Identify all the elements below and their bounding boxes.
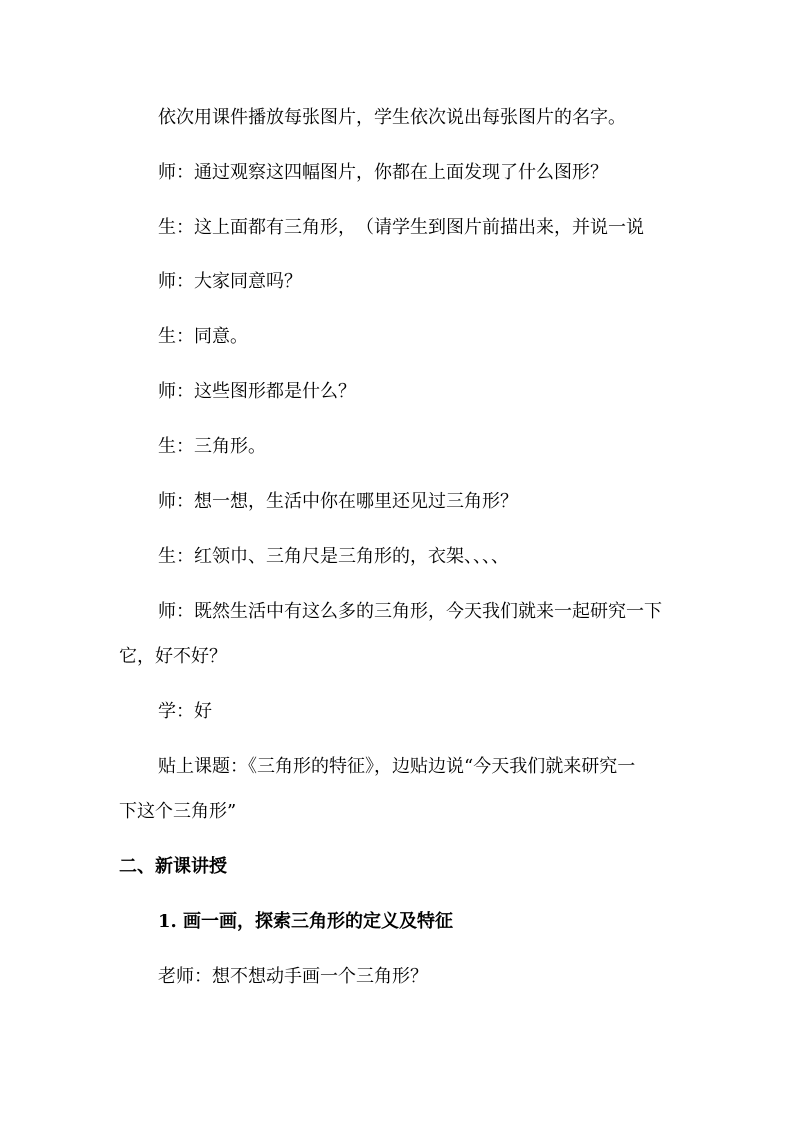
paragraph-title-note-cont: 下这个三角形” (119, 801, 237, 822)
paragraph-intro: 依次用课件播放每张图片，学生依次说出每张图片的名字。 (158, 107, 626, 128)
dialogue-student-2: 生：同意。 (158, 326, 248, 347)
dialogue-teacher-2: 师：大家同意吗？ (158, 271, 302, 292)
dialogue-student-4: 生：红领巾、三角尺是三角形的，衣架、、、、 (158, 546, 509, 567)
dialogue-teacher-6: 老师：想不想动手画一个三角形？ (158, 966, 428, 987)
dialogue-teacher-5-cont: 它，好不好？ (119, 646, 227, 667)
dialogue-teacher-5: 师：既然生活中有这么多的三角形，今天我们就来一起研究一下 (158, 601, 662, 622)
subsection-heading: 1. 画一画，探索三角形的定义及特征 (158, 911, 454, 932)
dialogue-teacher-1: 师：通过观察这四幅图片，你都在上面发现了什么图形？ (158, 162, 608, 183)
dialogue-teacher-3: 师：这些图形都是什么？ (158, 381, 356, 402)
dialogue-student-1: 生：这上面都有三角形， （请学生到图片前描出来，并说一说 (158, 217, 644, 238)
dialogue-teacher-4: 师：想一想，生活中你在哪里还见过三角形？ (158, 491, 518, 512)
paragraph-title-note: 贴上课题：《三角形的特征》，边贴边说“今天我们就来研究一 (158, 756, 636, 777)
dialogue-student-5: 学：好 (158, 701, 212, 722)
section-heading: 二、新课讲授 (119, 856, 227, 877)
dialogue-student-3: 生：三角形。 (158, 436, 266, 457)
